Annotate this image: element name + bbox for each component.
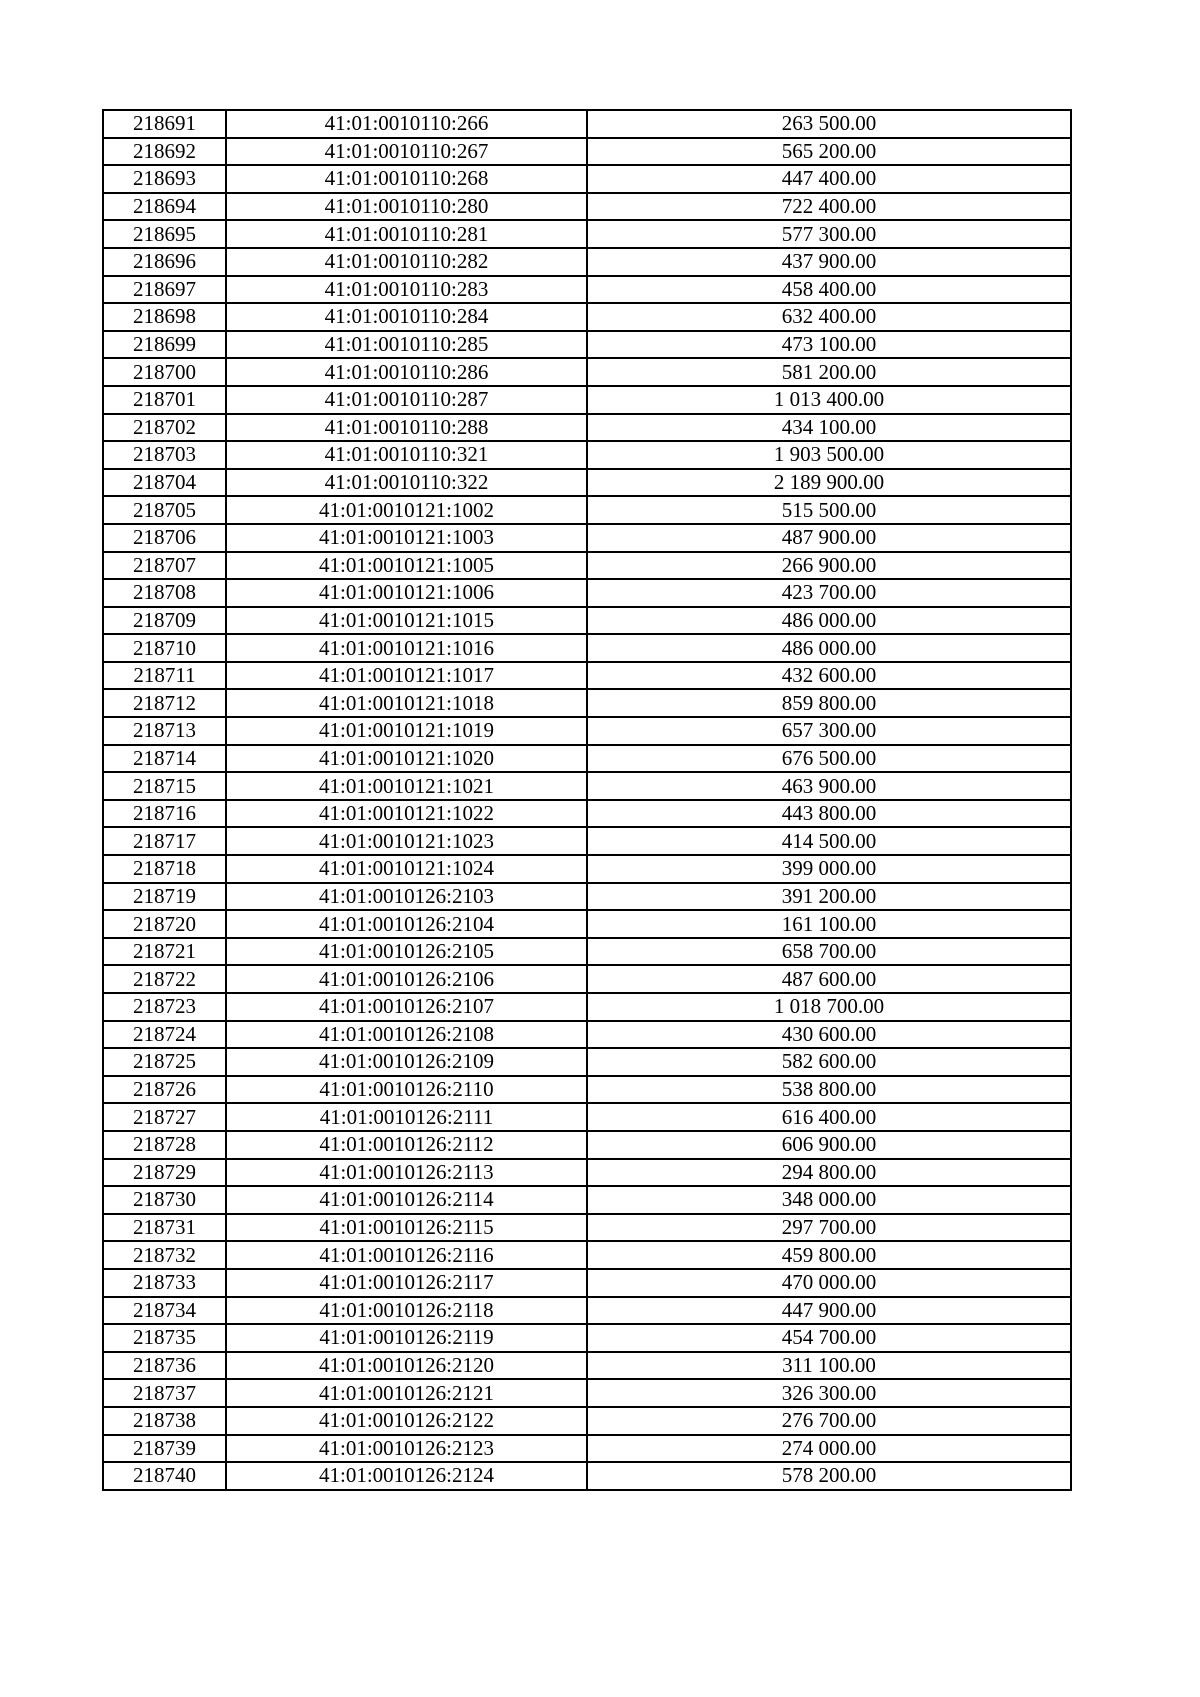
cadastral-value-cell: 432 600.00 [587, 662, 1071, 690]
row-number-cell: 218739 [103, 1435, 226, 1463]
cadastral-value-cell: 447 400.00 [587, 165, 1071, 193]
table-row [103, 993, 1071, 1021]
table-row [103, 855, 1071, 883]
cadastral-value-cell: 722 400.00 [587, 193, 1071, 221]
cadastral-value-cell: 658 700.00 [587, 938, 1071, 966]
table-row [103, 965, 1071, 993]
table-body [103, 110, 1071, 1490]
row-number-cell: 218726 [103, 1076, 226, 1104]
cadastral-number-cell: 41:01:0010110:322 [226, 469, 587, 497]
row-number-cell: 218698 [103, 303, 226, 331]
cadastral-number-cell: 41:01:0010126:2119 [226, 1324, 587, 1352]
cadastral-number-cell: 41:01:0010126:2120 [226, 1352, 587, 1380]
cadastral-value-cell: 486 000.00 [587, 634, 1071, 662]
table-row [103, 579, 1071, 607]
cadastral-value-cell: 538 800.00 [587, 1076, 1071, 1104]
cadastral-value-cell: 161 100.00 [587, 910, 1071, 938]
cadastral-number-cell: 41:01:0010126:2109 [226, 1048, 587, 1076]
table-row [103, 827, 1071, 855]
table-row [103, 469, 1071, 497]
row-number-cell: 218738 [103, 1407, 226, 1435]
table-row [103, 1214, 1071, 1242]
row-number-cell: 218695 [103, 220, 226, 248]
cadastral-value-cell: 616 400.00 [587, 1103, 1071, 1131]
row-number-cell: 218706 [103, 524, 226, 552]
row-number-cell: 218707 [103, 552, 226, 580]
cadastral-value-cell: 676 500.00 [587, 745, 1071, 773]
row-number-cell: 218700 [103, 358, 226, 386]
table-row [103, 800, 1071, 828]
row-number-cell: 218727 [103, 1103, 226, 1131]
cadastral-value-cell: 463 900.00 [587, 772, 1071, 800]
table-row [103, 220, 1071, 248]
row-number-cell: 218714 [103, 745, 226, 773]
row-number-cell: 218691 [103, 110, 226, 138]
table-row [103, 1241, 1071, 1269]
row-number-cell: 218737 [103, 1379, 226, 1407]
row-number-cell: 218705 [103, 496, 226, 524]
cadastral-number-cell: 41:01:0010110:266 [226, 110, 587, 138]
cadastral-value-cell: 430 600.00 [587, 1021, 1071, 1049]
cadastral-value-cell: 399 000.00 [587, 855, 1071, 883]
cadastral-value-cell: 581 200.00 [587, 358, 1071, 386]
cadastral-number-cell: 41:01:0010121:1015 [226, 607, 587, 635]
cadastral-value-cell: 311 100.00 [587, 1352, 1071, 1380]
row-number-cell: 218736 [103, 1352, 226, 1380]
table-row [103, 689, 1071, 717]
cadastral-value-cell: 458 400.00 [587, 276, 1071, 304]
table-row [103, 110, 1071, 138]
cadastral-number-cell: 41:01:0010126:2110 [226, 1076, 587, 1104]
table-row [103, 938, 1071, 966]
row-number-cell: 218701 [103, 386, 226, 414]
table-row [103, 1021, 1071, 1049]
table-row [103, 634, 1071, 662]
cadastral-number-cell: 41:01:0010126:2107 [226, 993, 587, 1021]
table-row [103, 358, 1071, 386]
cadastral-number-cell: 41:01:0010110:288 [226, 414, 587, 442]
cadastral-value-cell: 606 900.00 [587, 1131, 1071, 1159]
table-row [103, 662, 1071, 690]
cadastral-number-cell: 41:01:0010110:321 [226, 441, 587, 469]
row-number-cell: 218715 [103, 772, 226, 800]
row-number-cell: 218699 [103, 331, 226, 359]
row-number-cell: 218731 [103, 1214, 226, 1242]
table-row [103, 1076, 1071, 1104]
cadastral-value-table [102, 109, 1072, 1491]
cadastral-number-cell: 41:01:0010121:1020 [226, 745, 587, 773]
table-row [103, 193, 1071, 221]
row-number-cell: 218711 [103, 662, 226, 690]
cadastral-number-cell: 41:01:0010126:2113 [226, 1159, 587, 1187]
table-row [103, 772, 1071, 800]
table-row [103, 552, 1071, 580]
row-number-cell: 218712 [103, 689, 226, 717]
row-number-cell: 218693 [103, 165, 226, 193]
row-number-cell: 218713 [103, 717, 226, 745]
cadastral-value-cell: 470 000.00 [587, 1269, 1071, 1297]
row-number-cell: 218722 [103, 965, 226, 993]
row-number-cell: 218721 [103, 938, 226, 966]
cadastral-value-cell: 657 300.00 [587, 717, 1071, 745]
table-row [103, 303, 1071, 331]
cadastral-value-cell: 276 700.00 [587, 1407, 1071, 1435]
table-row [103, 1103, 1071, 1131]
row-number-cell: 218708 [103, 579, 226, 607]
cadastral-number-cell: 41:01:0010121:1021 [226, 772, 587, 800]
cadastral-value-cell: 348 000.00 [587, 1186, 1071, 1214]
cadastral-number-cell: 41:01:0010126:2114 [226, 1186, 587, 1214]
row-number-cell: 218694 [103, 193, 226, 221]
cadastral-number-cell: 41:01:0010126:2112 [226, 1131, 587, 1159]
row-number-cell: 218697 [103, 276, 226, 304]
row-number-cell: 218724 [103, 1021, 226, 1049]
table-row [103, 745, 1071, 773]
cadastral-number-cell: 41:01:0010126:2106 [226, 965, 587, 993]
row-number-cell: 218735 [103, 1324, 226, 1352]
table-row [103, 1131, 1071, 1159]
cadastral-value-cell: 1 018 700.00 [587, 993, 1071, 1021]
cadastral-number-cell: 41:01:0010126:2108 [226, 1021, 587, 1049]
row-number-cell: 218717 [103, 827, 226, 855]
row-number-cell: 218720 [103, 910, 226, 938]
cadastral-number-cell: 41:01:0010121:1017 [226, 662, 587, 690]
cadastral-number-cell: 41:01:0010121:1002 [226, 496, 587, 524]
cadastral-value-cell: 443 800.00 [587, 800, 1071, 828]
table-row [103, 1407, 1071, 1435]
cadastral-number-cell: 41:01:0010110:286 [226, 358, 587, 386]
table-row [103, 331, 1071, 359]
cadastral-value-cell: 459 800.00 [587, 1241, 1071, 1269]
table-row [103, 248, 1071, 276]
table-row [103, 165, 1071, 193]
row-number-cell: 218733 [103, 1269, 226, 1297]
cadastral-value-cell: 391 200.00 [587, 883, 1071, 911]
cadastral-value-cell: 577 300.00 [587, 220, 1071, 248]
cadastral-value-cell: 632 400.00 [587, 303, 1071, 331]
cadastral-value-cell: 582 600.00 [587, 1048, 1071, 1076]
row-number-cell: 218728 [103, 1131, 226, 1159]
table-row [103, 1462, 1071, 1490]
cadastral-number-cell: 41:01:0010126:2111 [226, 1103, 587, 1131]
table-row [103, 1352, 1071, 1380]
cadastral-number-cell: 41:01:0010110:267 [226, 138, 587, 166]
table-row [103, 910, 1071, 938]
row-number-cell: 218692 [103, 138, 226, 166]
row-number-cell: 218718 [103, 855, 226, 883]
table-row [103, 386, 1071, 414]
cadastral-value-cell: 578 200.00 [587, 1462, 1071, 1490]
table-row [103, 1379, 1071, 1407]
cadastral-value-cell: 487 600.00 [587, 965, 1071, 993]
cadastral-number-cell: 41:01:0010110:268 [226, 165, 587, 193]
row-number-cell: 218703 [103, 441, 226, 469]
cadastral-number-cell: 41:01:0010121:1003 [226, 524, 587, 552]
table-row [103, 1297, 1071, 1325]
cadastral-number-cell: 41:01:0010121:1016 [226, 634, 587, 662]
cadastral-number-cell: 41:01:0010110:282 [226, 248, 587, 276]
table-row [103, 717, 1071, 745]
row-number-cell: 218719 [103, 883, 226, 911]
table-row [103, 1324, 1071, 1352]
cadastral-number-cell: 41:01:0010121:1019 [226, 717, 587, 745]
cadastral-number-cell: 41:01:0010126:2123 [226, 1435, 587, 1463]
row-number-cell: 218732 [103, 1241, 226, 1269]
cadastral-value-cell: 326 300.00 [587, 1379, 1071, 1407]
cadastral-number-cell: 41:01:0010126:2122 [226, 1407, 587, 1435]
cadastral-number-cell: 41:01:0010126:2116 [226, 1241, 587, 1269]
cadastral-number-cell: 41:01:0010121:1006 [226, 579, 587, 607]
cadastral-value-cell: 274 000.00 [587, 1435, 1071, 1463]
table-row [103, 496, 1071, 524]
cadastral-number-cell: 41:01:0010126:2103 [226, 883, 587, 911]
cadastral-value-cell: 473 100.00 [587, 331, 1071, 359]
cadastral-value-cell: 1 013 400.00 [587, 386, 1071, 414]
cadastral-value-cell: 263 500.00 [587, 110, 1071, 138]
cadastral-value-cell: 297 700.00 [587, 1214, 1071, 1242]
table-row [103, 1435, 1071, 1463]
row-number-cell: 218702 [103, 414, 226, 442]
cadastral-number-cell: 41:01:0010110:287 [226, 386, 587, 414]
table-row [103, 138, 1071, 166]
row-number-cell: 218696 [103, 248, 226, 276]
cadastral-value-cell: 1 903 500.00 [587, 441, 1071, 469]
cadastral-value-cell: 515 500.00 [587, 496, 1071, 524]
table-row [103, 1269, 1071, 1297]
cadastral-number-cell: 41:01:0010126:2121 [226, 1379, 587, 1407]
cadastral-value-cell: 294 800.00 [587, 1159, 1071, 1187]
cadastral-number-cell: 41:01:0010121:1023 [226, 827, 587, 855]
cadastral-value-cell: 565 200.00 [587, 138, 1071, 166]
table-row [103, 276, 1071, 304]
row-number-cell: 218709 [103, 607, 226, 635]
cadastral-number-cell: 41:01:0010121:1005 [226, 552, 587, 580]
row-number-cell: 218740 [103, 1462, 226, 1490]
cadastral-value-cell: 454 700.00 [587, 1324, 1071, 1352]
cadastral-number-cell: 41:01:0010126:2115 [226, 1214, 587, 1242]
cadastral-number-cell: 41:01:0010126:2105 [226, 938, 587, 966]
cadastral-value-cell: 414 500.00 [587, 827, 1071, 855]
cadastral-value-cell: 434 100.00 [587, 414, 1071, 442]
table-row [103, 1186, 1071, 1214]
table-row [103, 524, 1071, 552]
cadastral-value-cell: 447 900.00 [587, 1297, 1071, 1325]
cadastral-number-cell: 41:01:0010126:2124 [226, 1462, 587, 1490]
row-number-cell: 218716 [103, 800, 226, 828]
cadastral-number-cell: 41:01:0010126:2117 [226, 1269, 587, 1297]
table-row [103, 883, 1071, 911]
cadastral-number-cell: 41:01:0010110:284 [226, 303, 587, 331]
table-row [103, 1048, 1071, 1076]
row-number-cell: 218710 [103, 634, 226, 662]
row-number-cell: 218723 [103, 993, 226, 1021]
row-number-cell: 218729 [103, 1159, 226, 1187]
cadastral-number-cell: 41:01:0010110:285 [226, 331, 587, 359]
cadastral-number-cell: 41:01:0010121:1024 [226, 855, 587, 883]
cadastral-number-cell: 41:01:0010121:1022 [226, 800, 587, 828]
table-row [103, 441, 1071, 469]
row-number-cell: 218730 [103, 1186, 226, 1214]
cadastral-number-cell: 41:01:0010110:281 [226, 220, 587, 248]
row-number-cell: 218734 [103, 1297, 226, 1325]
row-number-cell: 218725 [103, 1048, 226, 1076]
cadastral-value-cell: 487 900.00 [587, 524, 1071, 552]
table-row [103, 1159, 1071, 1187]
table-row [103, 607, 1071, 635]
cadastral-number-cell: 41:01:0010110:283 [226, 276, 587, 304]
row-number-cell: 218704 [103, 469, 226, 497]
table-row [103, 414, 1071, 442]
cadastral-value-cell: 423 700.00 [587, 579, 1071, 607]
cadastral-value-cell: 266 900.00 [587, 552, 1071, 580]
cadastral-number-cell: 41:01:0010126:2118 [226, 1297, 587, 1325]
cadastral-value-cell: 859 800.00 [587, 689, 1071, 717]
cadastral-value-cell: 2 189 900.00 [587, 469, 1071, 497]
cadastral-number-cell: 41:01:0010121:1018 [226, 689, 587, 717]
cadastral-number-cell: 41:01:0010110:280 [226, 193, 587, 221]
cadastral-value-cell: 437 900.00 [587, 248, 1071, 276]
cadastral-number-cell: 41:01:0010126:2104 [226, 910, 587, 938]
cadastral-value-cell: 486 000.00 [587, 607, 1071, 635]
